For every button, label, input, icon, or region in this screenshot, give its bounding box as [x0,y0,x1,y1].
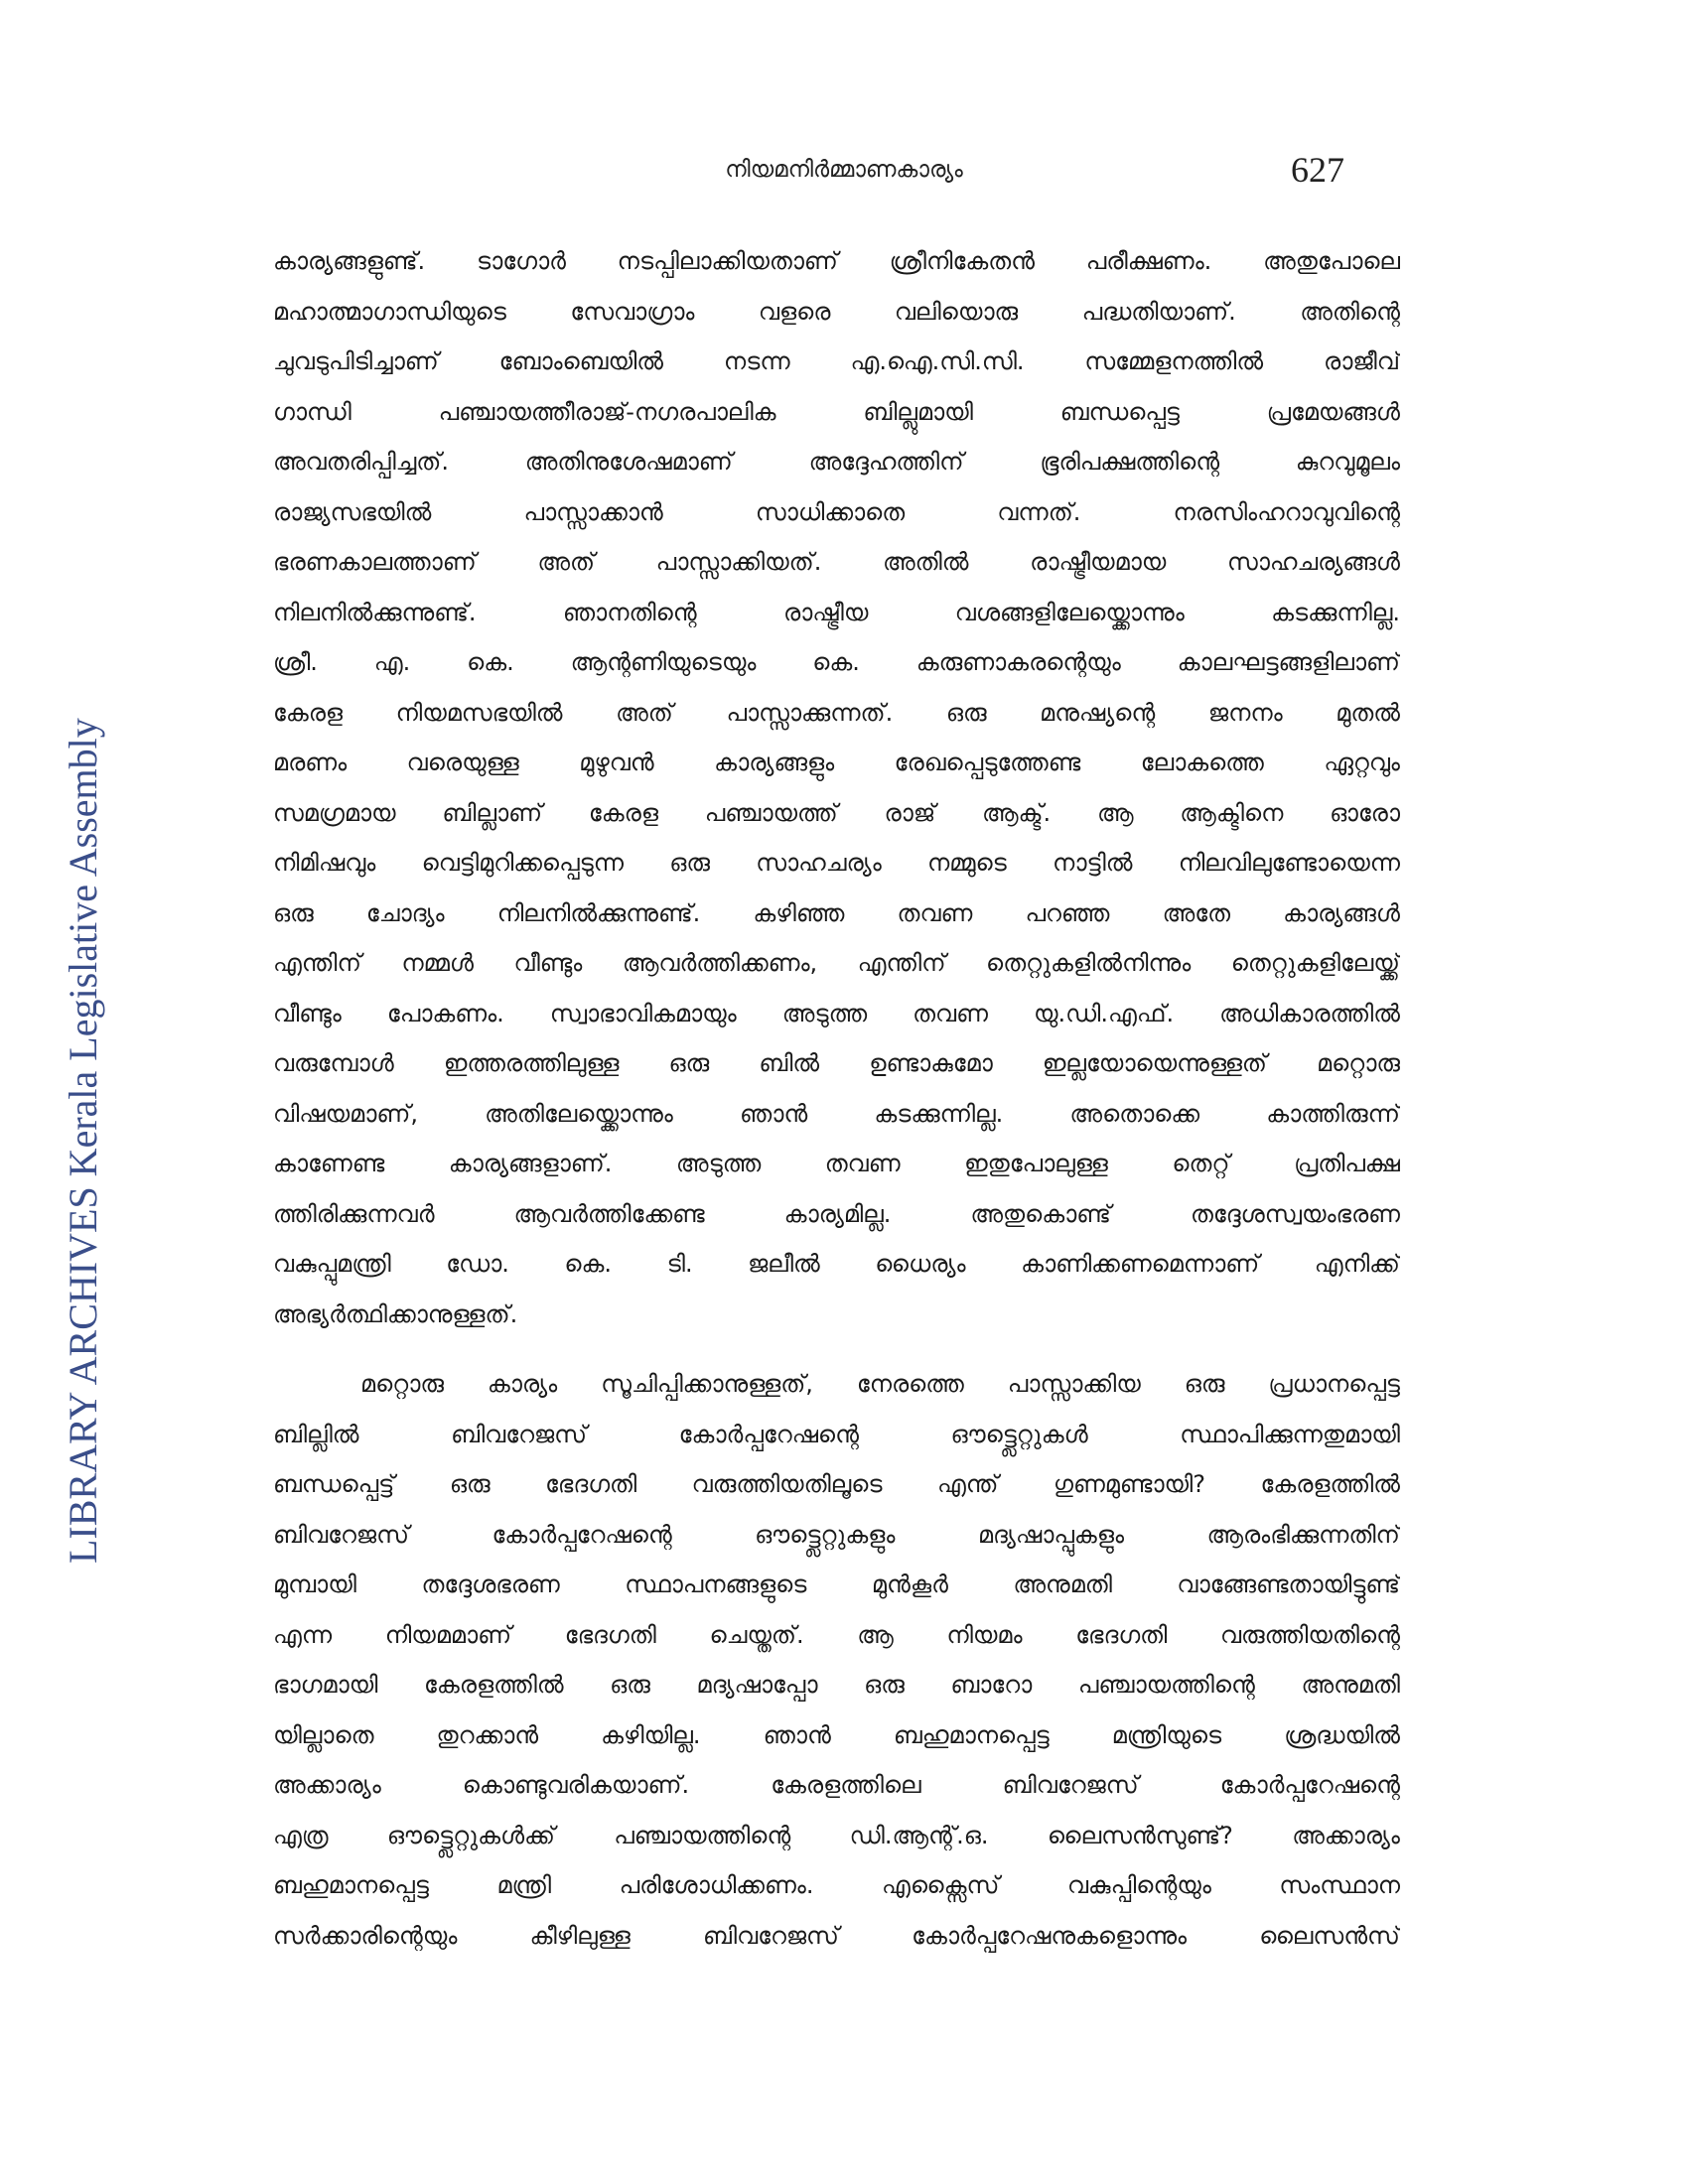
text-line: രാജ്യസഭയിൽ പാസ്സാക്കാൻ സാധിക്കാതെ വന്നത്. നരസിംഹറാവുവിന്റെ [273,497,1400,526]
text-line: മരണം വരെയുള്ള മുഴുവൻ കാര്യങ്ങളും രേഖപ്പെടുത്തേണ്ട ലോകത്തെ ഏറ്റവും [273,749,1400,776]
text-line: എന്ന നിയമമാണ് ഭേദഗതി ചെയ്തത്. ആ നിയമം ഭേദഗതി വരുത്തിയതിന്റെ [273,1620,1400,1649]
text-line: ശ്രീ. എ. കെ. ആന്റണിയുടെയും കെ. കരുണാകരന്റെയും കാലഘട്ടങ്ങളിലാണ് [273,648,1400,676]
text-line: നിമിഷവും വെട്ടിമുറിക്കപ്പെടുന്ന ഒരു സാഹചര്യം നമ്മുടെ നാട്ടിൽ നിലവിലുണ്ടോയെന്ന [273,849,1400,877]
text-line: ബന്ധപ്പെട്ട് ഒരു ഭേദഗതി വരുത്തിയതിലൂടെ എന്ത് ഗുണമുണ്ടായി? കേരളത്തിൽ [273,1470,1400,1498]
text-line: മഹാത്മാഗാന്ധിയുടെ സേവാഗ്രാം വളരെ വലിയൊരു പദ്ധതിയാണ്. അതിന്റെ [273,297,1400,326]
text-line: ത്തിരിക്കുന്നവർ ആവർത്തിക്കേണ്ട കാര്യമില്ല. അതുകൊണ്ട് തദ്ദേശസ്വയംഭരണ [273,1199,1400,1228]
paragraph-2 [273,1359,1400,1961]
text-line: ബില്ലിൽ ബിവറേജസ് കോർപ്പറേഷന്റെ ഔട്ട്ലെറ്റുകൾ സ്ഥാപിക്കുന്നതുമായി [273,1420,1400,1448]
text-line: സർക്കാരിന്റെയും കീഴിലുള്ള ബിവറേജസ് കോർപ്പറേഷനുകളൊന്നും ലൈസൻസ് [273,1921,1400,1950]
text-line: ബഹുമാനപ്പെട്ട മന്ത്രി പരിശോധിക്കണം. എക്സൈസ് വകുപ്പിന്റെയും സംസ്ഥാന [273,1871,1400,1899]
text-line: എന്തിന് നമ്മൾ വീണ്ടും ആവർത്തിക്കണം, എന്തിന് തെറ്റുകളിൽനിന്നും തെറ്റുകളിലേയ്ക്ക് [273,949,1400,977]
text-line: കാര്യങ്ങളുണ്ട്. ടാഗോർ നടപ്പിലാക്കിയതാണ് ശ്രീനികേതൻ പരീക്ഷണം. അതുപോലെ [273,247,1400,275]
text-line: ഗാന്ധി പഞ്ചായത്തീരാജ്-നഗരപാലിക ബില്ലുമായി ബന്ധപ്പെട്ട പ്രമേയങ്ങൾ [273,397,1400,426]
text-line: ഭാഗമായി കേരളത്തിൽ ഒരു മദ്യഷാപ്പോ ഒരു ബാറോ പഞ്ചായത്തിന്റെ അനുമതി [273,1671,1400,1699]
paragraph-gap [273,1339,1400,1359]
page-number: 627 [1291,150,1344,190]
text-line: നിലനിൽക്കുന്നുണ്ട്. ഞാനതിന്റെ രാഷ്ട്രീയ വശങ്ങളിലേയ്ക്കൊന്നും കടക്കുന്നില്ല. [273,598,1400,626]
text-line: വകുപ്പുമന്ത്രി ഡോ. കെ. ടി. ജലീൽ ധൈര്യം കാണിക്കണമെന്നാണ് എനിക്ക് [273,1250,1400,1278]
text-line: മുമ്പായി തദ്ദേശഭരണ സ്ഥാപനങ്ങളുടെ മുൻകൂർ അനുമതി വാങ്ങേണ്ടതായിട്ടുണ്ട് [273,1570,1400,1598]
text-line: മറ്റൊരു കാര്യം സൂചിപ്പിക്കാനുള്ളത്, നേരത്തെ പാസ്സാക്കിയ ഒരു പ്രധാനപ്പെട്ട [360,1370,1400,1398]
text-line: എത്ര ഔട്ട്ലെറ്റുകൾക്ക് പഞ്ചായത്തിന്റെ ഡി.ആന്റ്.ഒ. ലൈസൻസുണ്ട്? അക്കാര്യം [273,1821,1400,1849]
text-line: വീണ്ടും പോകണം. സ്വാഭാവികമായും അടുത്ത തവണ യു.ഡി.എഫ്. അധികാരത്തിൽ [273,999,1400,1027]
text-line: ചുവടുപിടിച്ചാണ് ബോംബെയിൽ നടന്ന എ.ഐ.സി.സി. സമ്മേളനത്തിൽ രാജീവ് [273,347,1400,375]
text-line: യില്ലാതെ തുറക്കാൻ കഴിയില്ല. ഞാൻ ബഹുമാനപ്പെട്ട മന്ത്രിയുടെ ശ്രദ്ധയിൽ [273,1720,1400,1749]
paragraph-1 [273,236,1400,1339]
text-line: വിഷയമാണ്, അതിലേയ്ക്കൊന്നും ഞാൻ കടക്കുന്നില്ല. അതൊക്കെ കാത്തിരുന്ന് [273,1099,1400,1128]
text-line: സമഗ്രമായ ബില്ലാണ് കേരള പഞ്ചായത്ത് രാജ് ആക്ട്. ആ ആക്ടിനെ ഓരോ [273,798,1400,827]
text-line: ഒരു ചോദ്യം നിലനിൽക്കുന്നുണ്ട്. കഴിഞ്ഞ തവണ പറഞ്ഞ അതേ കാര്യങ്ങൾ [273,898,1400,927]
text-line: വരുമ്പോൾ ഇത്തരത്തിലുള്ള ഒരു ബിൽ ഉണ്ടാകുമോ ഇല്ലയോയെന്നുള്ളത് മറ്റൊരു [273,1049,1400,1077]
text-line: ഭരണകാലത്താണ് അത് പാസ്സാക്കിയത്. അതിൽ രാഷ്ട്രീയമായ സാഹചര്യങ്ങൾ [273,548,1400,576]
archive-watermark: LIBRARY ARCHIVES Kerala Legislative Assembly [61,718,105,1564]
running-head: നിയമനിർമ്മാണകാര്യം [725,157,963,183]
body-text [273,236,1400,1961]
text-line: ബിവറേജസ് കോർപ്പറേഷന്റെ ഔട്ട്ലെറ്റുകളും മദ്യഷാപ്പുകളും ആരംഭിക്കുന്നതിന് [273,1520,1400,1549]
text-line: കാണേണ്ട കാര്യങ്ങളാണ്. അടുത്ത തവണ ഇതുപോലുള്ള തെറ്റ് പ്രതിപക്ഷ [273,1150,1400,1177]
text-line: അഭ്യർത്ഥിക്കാനുള്ളത്. [273,1299,518,1328]
text-line: അക്കാര്യം കൊണ്ടുവരികയാണ്. കേരളത്തിലെ ബിവറേജസ് കോർപ്പറേഷന്റെ [273,1771,1400,1799]
text-line: കേരള നിയമസഭയിൽ അത് പാസ്സാക്കുന്നത്. ഒരു മനുഷ്യന്റെ ജനനം മുതൽ [273,698,1400,727]
text-line: അവതരിപ്പിച്ചത്. അതിനുശേഷമാണ് അദ്ദേഹത്തിന് ഭൂരിപക്ഷത്തിന്റെ കുറവുമൂലം [273,448,1400,476]
